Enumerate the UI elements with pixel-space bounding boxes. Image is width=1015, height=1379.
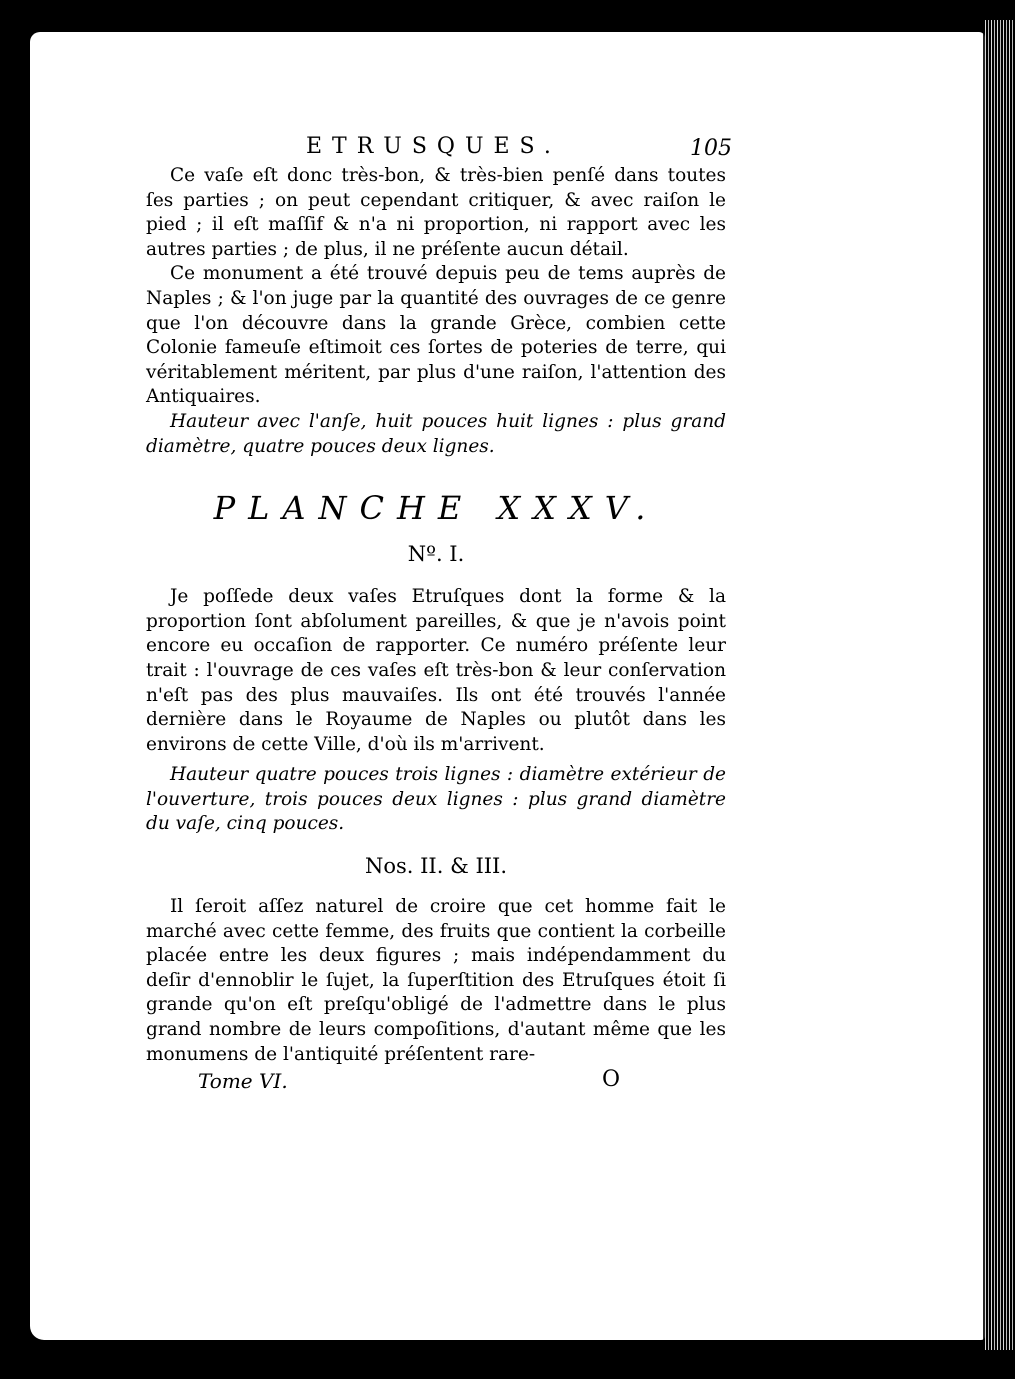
section-heading-2: Nos. II. & III. [364,854,508,879]
section-1-measurement: Hauteur quatre pouces trois lignes : diamètre extérieur de l'ouverture, trois pouces deux lignes : plus grand diamètre du vaſe, cinq pouces. [146,764,726,835]
paragraph-1: Ce vaſe eſt donc très-bon, & très-bien penſé dans toutes ſes parties ; on peut cependant critiquer, & avec raiſon le pied ; il eſt maſſif & n'a ni proportion, ni rapport avec les autres parties ; de plus, il ne préſente aucun détail. [146,165,726,260]
text-block [146,134,732,1097]
volume-label: Tome VI. [198,1069,288,1094]
section-2-paragraph: Il ſeroit aſſez naturel de croire que cet homme fait le marché avec cette femme, des fruits que contient la corbeille placée entre les deux figures ; mais indépendamment du deſir d'ennoblir le ſujet, la ſuperſtition des Etruſques étoit ſi grande qu'on eſt preſqu'obligé de l'admettre dans le plus grand nombre de leurs compoſitions, d'autant même que les monumens de l'antiquité préſentent rare- [146,896,726,1065]
signature-mark: O [602,1067,621,1093]
page-footer [146,1069,726,1097]
page-number: 105 [690,136,732,161]
section-heading-1: Nº. I. [407,542,465,567]
paragraph-2: Ce monument a été trouvé depuis peu de tems auprès de Naples ; & l'on juge par la quantité des ouvrages de ce genre que l'on découvre dans la grande Grèce, combien cette Colonie fameuſe eſtimoit ces ſortes de poteries de terre, qui véritablement méritent, par plus d'une raiſon, l'attention des Antiquaires. [146,263,726,408]
section-1-paragraph: Je poſſede deux vaſes Etruſques dont la forme & la proportion ſont abſolument pareilles, & que je n'avois point encore eu occaſion de rapporter. Ce numéro préſente leur trait : l'ouvrage de ces vaſes eſt très-bon & leur conſervation n'eſt pas des plus mauvaiſes. Ils ont été trouvés l'année dernière dans le Royaume de Naples ou plutôt dans les environs de cette Ville, d'où ils m'arrivent. [146,586,726,755]
plate-title: PLANCHE XXXV. [213,489,659,528]
measurement-1: Hauteur avec l'anſe, huit pouces huit lignes : plus grand diamètre, quatre pouces deux lignes. [146,410,726,457]
page-edge-stack [983,20,1015,1350]
running-title: ETRUSQUES. [306,134,561,159]
running-head [146,134,732,164]
